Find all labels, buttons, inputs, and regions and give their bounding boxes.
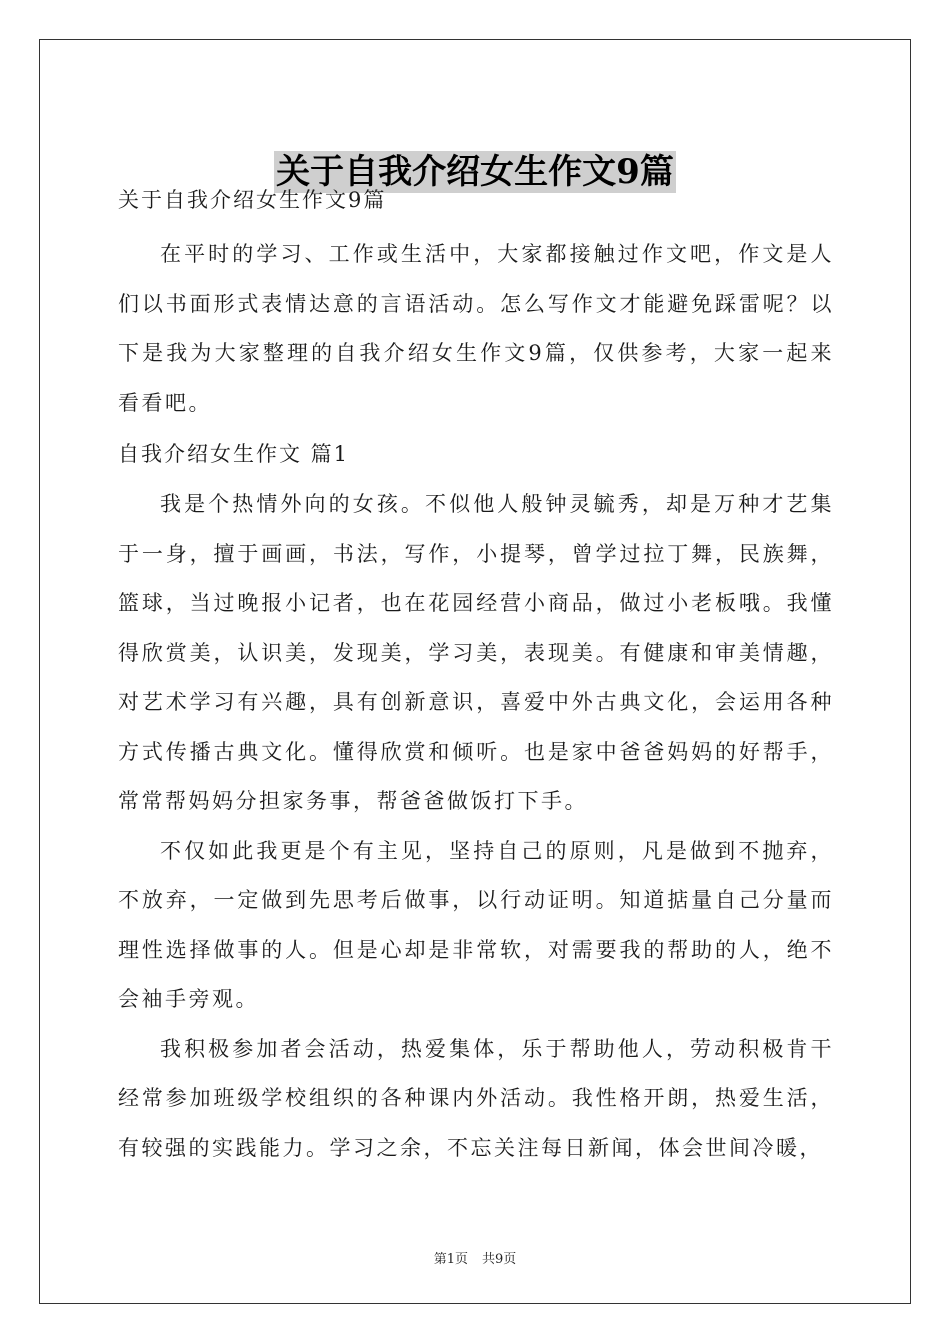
section-heading: 自我介绍女生作文 篇1 xyxy=(118,442,350,466)
document-body xyxy=(118,180,834,1173)
page-number: 第1页 xyxy=(433,1252,468,1267)
document-title: 关于自我介绍女生作文9篇 xyxy=(276,151,674,192)
body-paragraph: 不仅如此我更是个有主见，坚持自己的原则，凡是做到不抛弃，不放弃，一定做到先思考后做事，以行动证明。知道掂量自己分量而理性选择做事的人。但是心却是非常软，对需要我的帮助的人，绝不会袖手旁观。 xyxy=(118,838,834,1011)
page-total: 共9页 xyxy=(482,1252,517,1267)
intro-paragraph: 在平时的学习、工作或生活中，大家都接触过作文吧，作文是人们以书面形式表情达意的言语活动。怎么写作文才能避免踩雷呢？以下是我为大家整理的自我介绍女生作文9篇，仅供参考，大家一起来看看吧。 xyxy=(118,242,834,415)
body-paragraph: 我积极参加者会活动，热爱集体，乐于帮助他人，劳动积极肯干经常参加班级学校组织的各种课内外活动。我性格开朗，热爱生活，有较强的实践能力。学习之余，不忘关注每日新闻，体会世间冷暖， xyxy=(118,1036,834,1160)
body-paragraph: 我是个热情外向的女孩。不似他人般钟灵毓秀，却是万种才艺集于一身，擅于画画，书法，写作，小提琴，曾学过拉丁舞，民族舞，篮球，当过晚报小记者，也在花园经营小商品，做过小老板哦。我懂得欣赏美，认识美，发现美，学习美，表现美。有健康和审美情趣，对艺术学习有兴趣，具有创新意识，喜爱中外古典文化，会运用各种方式传播古典文化。懂得欣赏和倾听。也是家中爸爸妈妈的好帮手，常常帮妈妈分担家务事，帮爸爸做饭打下手。 xyxy=(118,492,834,813)
page-footer xyxy=(0,1248,950,1267)
document-subtitle: 关于自我介绍女生作文9篇 xyxy=(118,188,387,212)
